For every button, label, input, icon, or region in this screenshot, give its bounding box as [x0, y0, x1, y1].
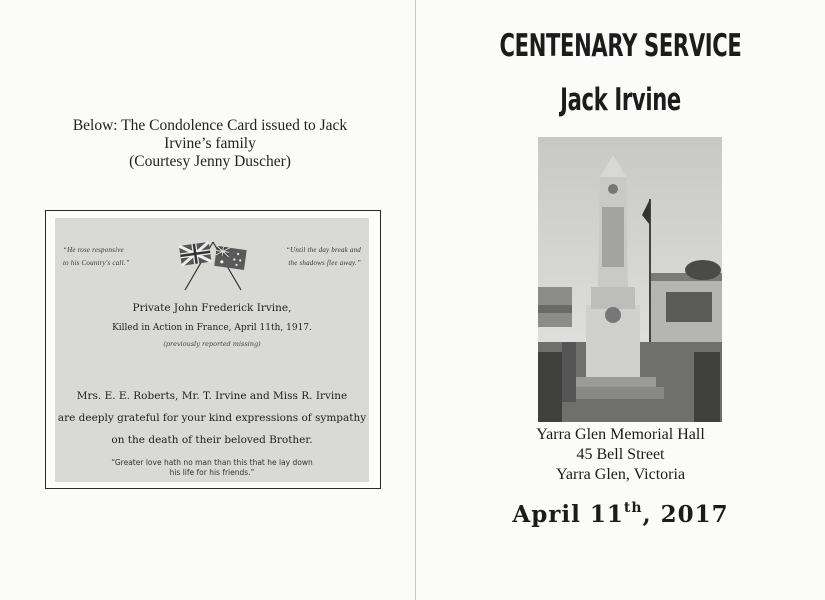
card-quote-right-2: the shadows flee away.”: [288, 259, 361, 267]
family-line-1: Mrs. E. E. Roberts, Mr. T. Irvine and Miss R. Irvine: [76, 390, 348, 402]
missing-note: (previously reported missing): [163, 340, 261, 348]
right-page: [416, 0, 825, 600]
venue-town: Yarra Glen, Victoria: [555, 466, 686, 483]
service-date: [416, 500, 825, 528]
service-title: CENTENARY SERVICE: [499, 28, 742, 64]
soldier-name: Private John Frederick Irvine,: [132, 302, 292, 314]
family-line-2: are deeply grateful for your kind expressions of sympathy: [57, 412, 367, 424]
card-quote-left-2: to his Country's call.”: [63, 259, 130, 267]
killed-in-action-line: Killed in Action in France, April 11th, 1917.: [112, 323, 312, 333]
card-quote-right: [261, 244, 361, 270]
card-quote-right-1: “Until the day break and: [286, 246, 361, 254]
verse-line-1: “Greater love hath no man than this that he lay down: [111, 458, 313, 467]
condolence-card-frame: [45, 210, 381, 489]
card-quote-left: [63, 244, 163, 270]
war-memorial-photo: [538, 137, 722, 422]
card-caption: [40, 117, 380, 171]
date-ordinal: th: [623, 500, 643, 516]
condolence-card: [55, 218, 369, 482]
bible-verse: [55, 458, 369, 478]
date-day: April 11: [512, 501, 624, 528]
memorial-photo-icon: [538, 137, 722, 422]
caption-line-2: Irvine’s family: [164, 135, 256, 152]
verse-line-2: his life for his friends.”: [169, 468, 255, 477]
soldier-title: Jack Irvine: [560, 82, 681, 118]
crossed-flags-icon: [173, 232, 253, 292]
caption-line-3: (Courtesy Jenny Duscher): [129, 153, 291, 170]
caption-line-1: Below: The Condolence Card issued to Jack: [72, 117, 348, 134]
date-year: , 2017: [642, 501, 729, 528]
card-quote-left-1: “He rose responsive: [63, 246, 124, 254]
venue-name: Yarra Glen Memorial Hall: [536, 426, 705, 443]
family-line-3: on the death of their beloved Brother.: [111, 434, 313, 446]
venue-street: 45 Bell Street: [576, 446, 665, 463]
